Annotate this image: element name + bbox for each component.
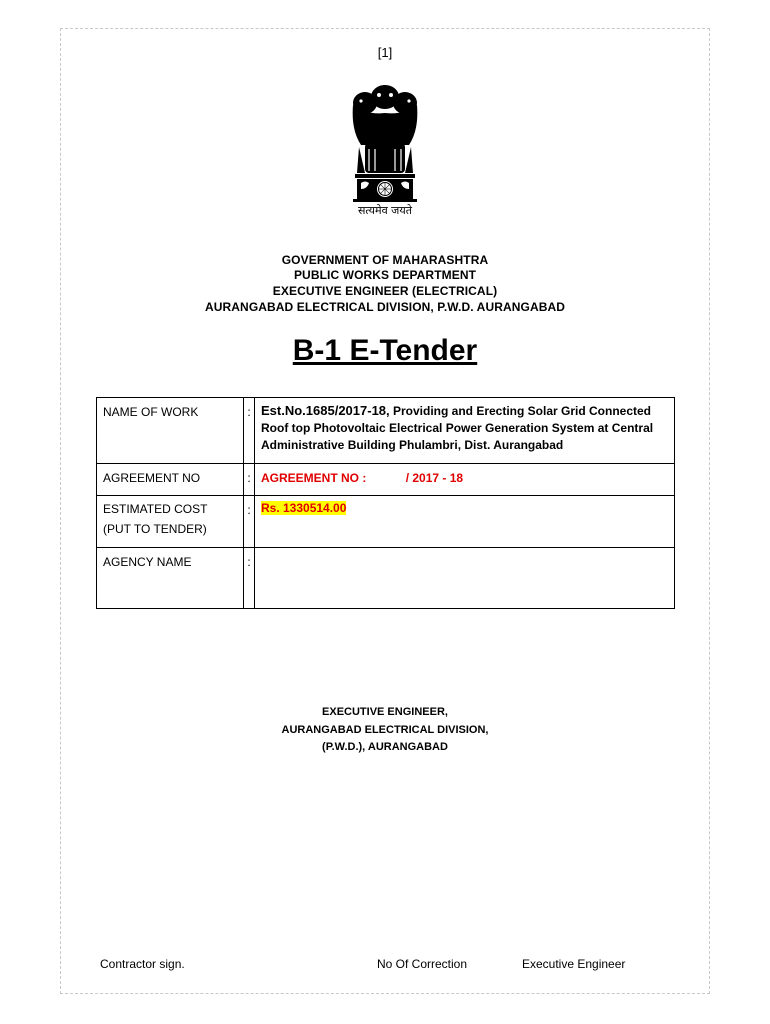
header-division: AURANGABAD ELECTRICAL DIVISION, P.W.D. AURANGABAD	[204, 300, 566, 314]
work-description: Providing and Erecting Solar Grid Connected Roof top Photovoltaic Electrical Power Generation System at Central Administrative Building Phulambri, Dist. Aurangabad	[261, 404, 654, 452]
header-department: PUBLIC WORKS DEPARTMENT	[293, 268, 477, 282]
name-of-work-value	[255, 398, 675, 464]
table-row-agency-name	[97, 548, 675, 609]
table-row-name-of-work	[97, 398, 675, 464]
header-government: GOVERNMENT OF MAHARASHTRA	[281, 253, 489, 267]
agency-name-value	[255, 548, 675, 609]
page-title: B-1 E-Tender	[292, 334, 478, 367]
table-row-agreement-no	[97, 464, 675, 496]
emblem-motto: सत्यमेव जयते	[357, 204, 412, 217]
table-row-estimated-cost	[97, 496, 675, 548]
estimate-number: Est.No.1685/2017-18,	[261, 403, 390, 418]
estimated-cost-value	[255, 496, 675, 548]
row-colon: :	[244, 398, 255, 464]
agreement-no-label: AGREEMENT NO	[97, 464, 244, 496]
contractor-sign-label: Contractor sign.	[100, 957, 185, 971]
row-colon: :	[244, 496, 255, 548]
estimated-cost-label: ESTIMATED COST (PUT TO TENDER)	[97, 496, 244, 548]
row-colon: :	[244, 548, 255, 609]
signature-division: AURANGABAD ELECTRICAL DIVISION,	[281, 724, 489, 736]
page-number: [1]	[377, 45, 393, 60]
signature-location: (P.W.D.), AURANGABAD	[322, 741, 448, 753]
no-of-correction-label: No Of Correction	[377, 957, 468, 971]
row-colon: :	[244, 464, 255, 496]
name-of-work-label: NAME OF WORK	[97, 398, 244, 464]
signature-title: EXECUTIVE ENGINEER,	[322, 706, 448, 718]
estimated-cost-amount: Rs. 1330514.00	[261, 501, 347, 515]
agreement-year: / 2017 - 18	[405, 471, 464, 485]
tender-info-table	[96, 397, 675, 609]
header-office: EXECUTIVE ENGINEER (ELECTRICAL)	[272, 284, 498, 298]
agreement-no-value	[255, 464, 675, 496]
agency-name-label: AGENCY NAME	[97, 548, 244, 609]
agreement-no-text: AGREEMENT NO :	[261, 471, 367, 485]
executive-engineer-label: Executive Engineer	[522, 957, 626, 971]
